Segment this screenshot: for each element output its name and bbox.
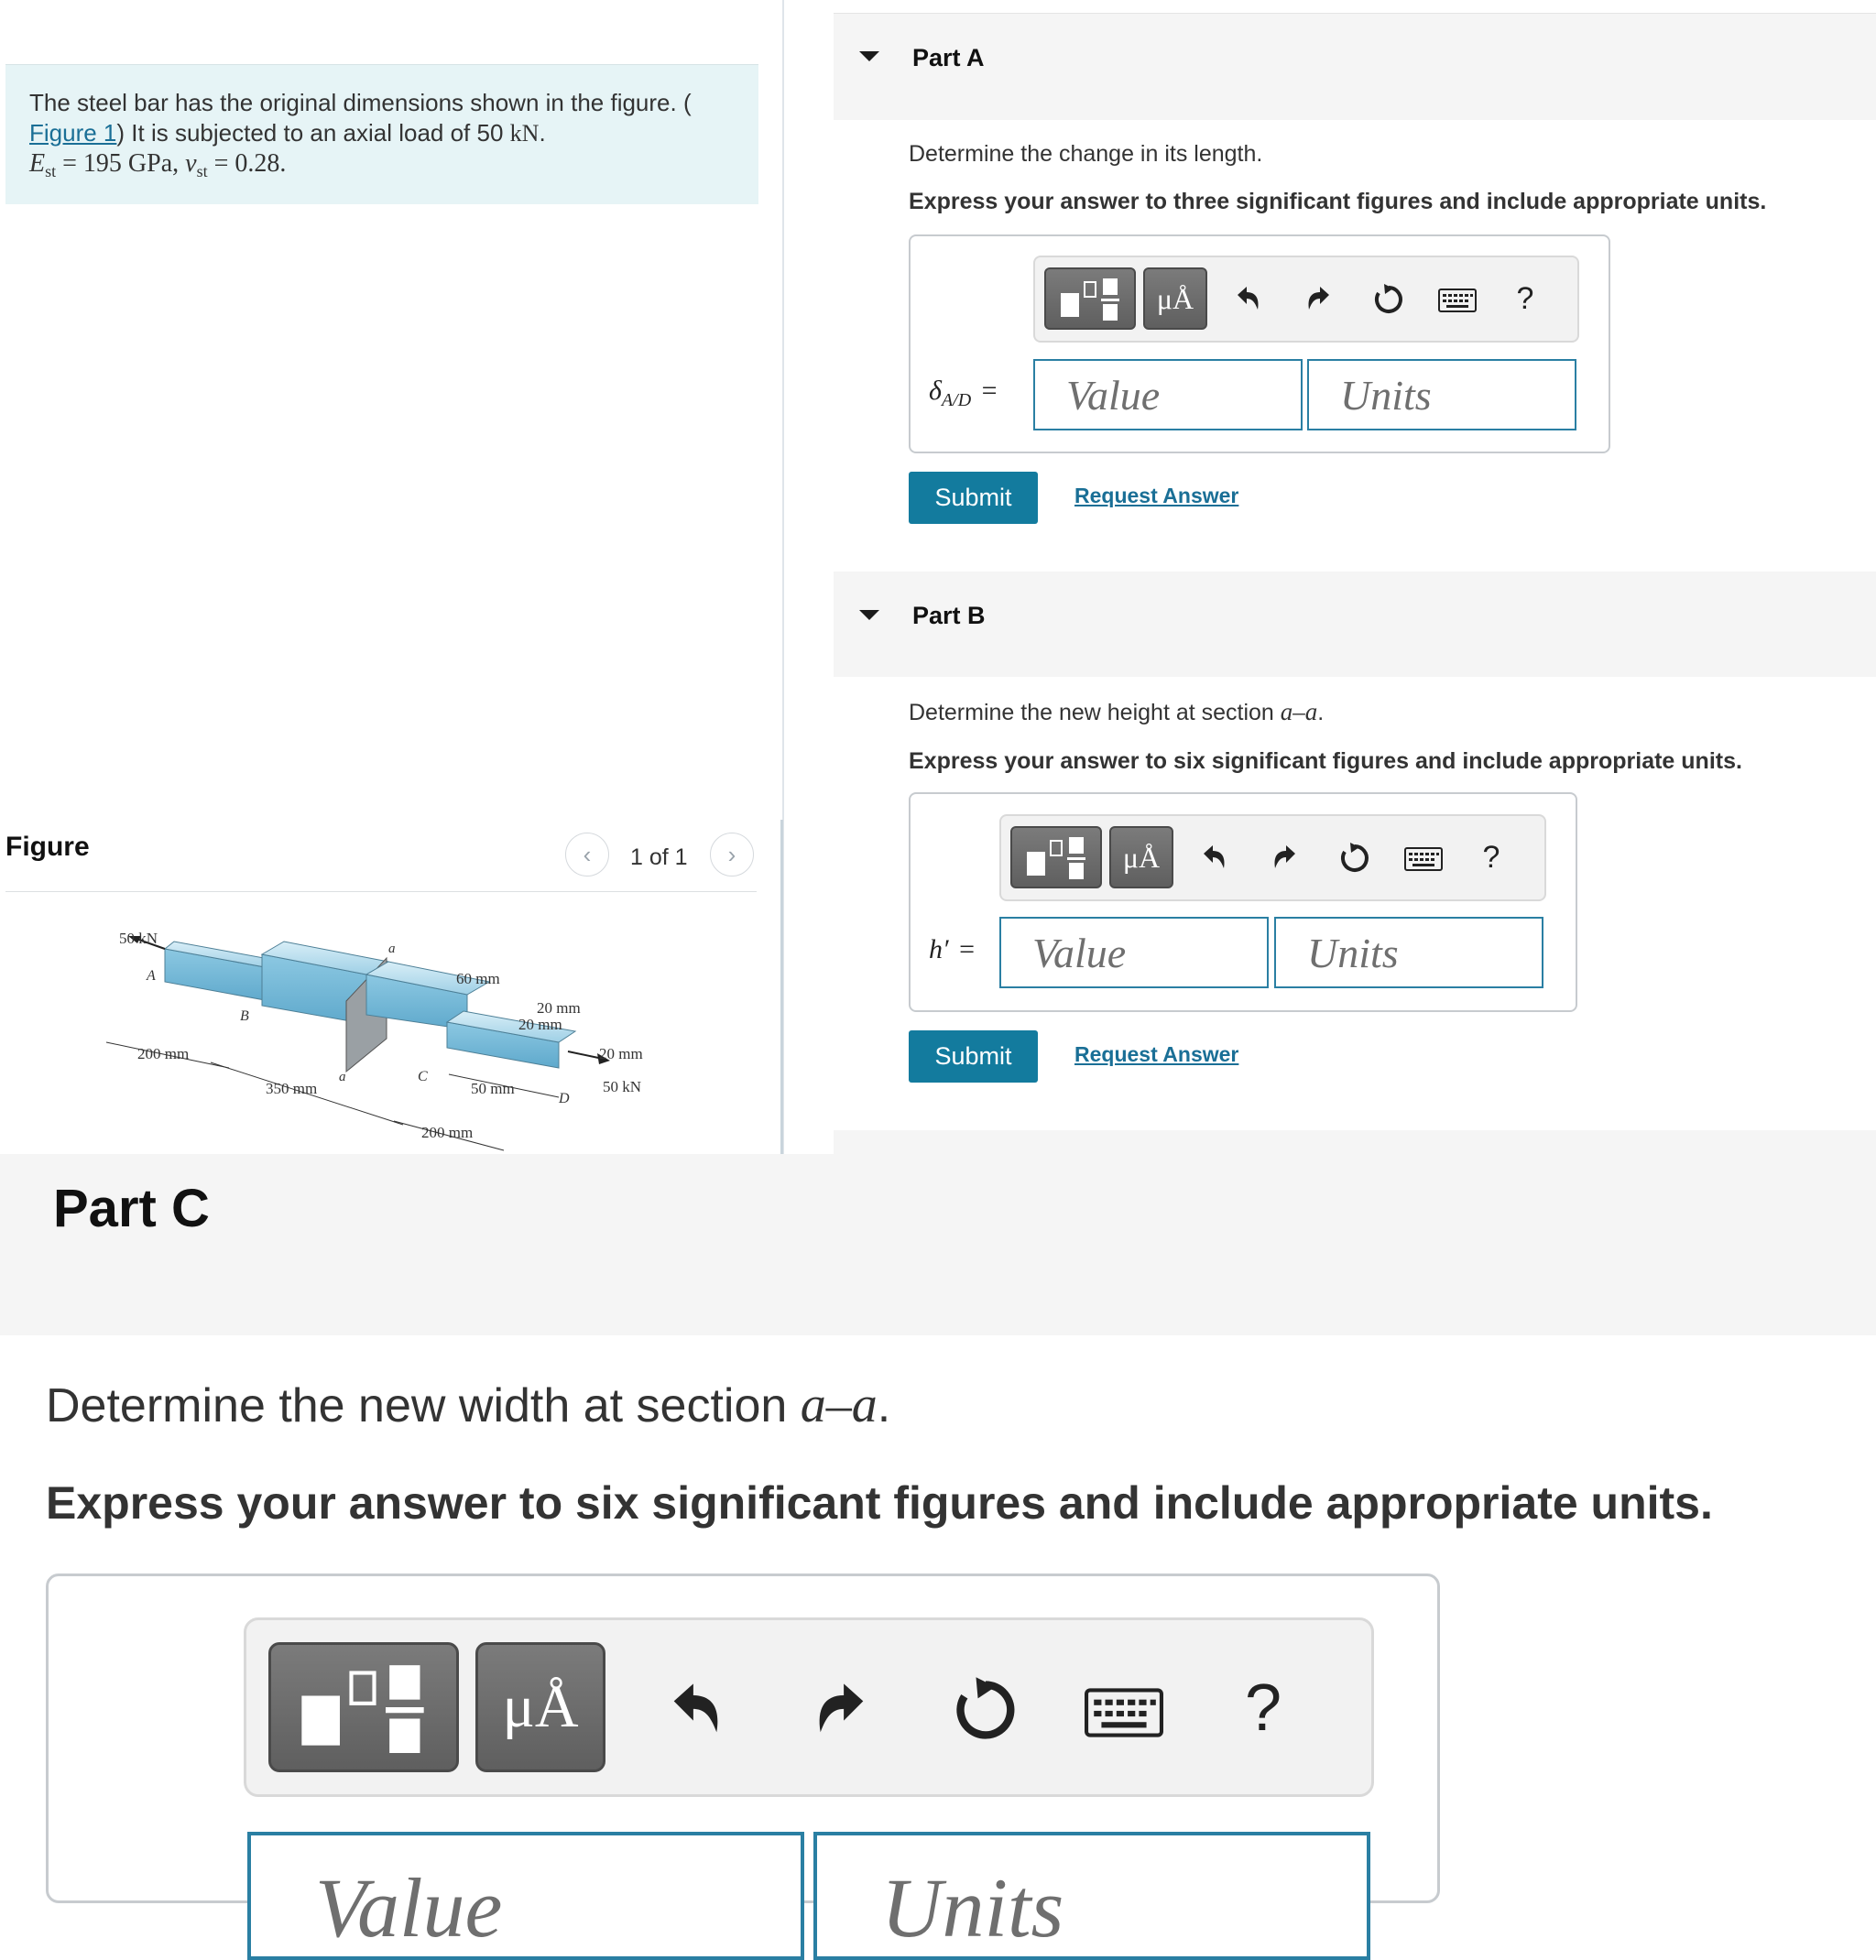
label-dim-350: 350 mm xyxy=(266,1080,318,1097)
undo-button[interactable] xyxy=(1192,833,1236,884)
steel-bar-figure xyxy=(101,914,687,1154)
undo-button[interactable] xyxy=(1226,274,1270,325)
part-b-units-input[interactable]: Units xyxy=(1274,917,1543,988)
undo-icon xyxy=(1198,843,1229,874)
modulus-symbol: E xyxy=(29,149,46,178)
part-b-request-answer-link[interactable]: Request Answer xyxy=(1074,1042,1239,1066)
figure-next-button[interactable] xyxy=(710,833,754,877)
part-b-question-text: Determine the new height at section xyxy=(909,700,1281,725)
units-button[interactable] xyxy=(475,1642,605,1772)
label-dim-200b: 200 mm xyxy=(421,1124,474,1141)
units-icon: μÅ xyxy=(1122,840,1161,874)
redo-button[interactable] xyxy=(1297,274,1341,325)
part-b-value-input[interactable]: Value xyxy=(999,917,1269,988)
figure-prev-button[interactable] xyxy=(565,833,609,877)
part-c-instruction: Express your answer to six significant figures and include appropriate units. xyxy=(46,1477,1713,1529)
label-dim-20b: 20 mm xyxy=(518,1016,562,1033)
collapse-caret-icon[interactable] xyxy=(859,51,879,61)
redo-button[interactable] xyxy=(1263,833,1307,884)
reset-icon xyxy=(1337,841,1372,876)
keyboard-button[interactable] xyxy=(1434,278,1480,323)
help-icon: ? xyxy=(1482,839,1500,875)
chevron-right-icon: › xyxy=(727,840,736,868)
label-point-d: D xyxy=(559,1091,570,1106)
keyboard-button[interactable] xyxy=(1076,1671,1172,1754)
templates-button[interactable] xyxy=(1044,267,1136,330)
templates-icon xyxy=(1046,269,1134,328)
part-a-value-input[interactable]: Value xyxy=(1033,359,1303,430)
part-a-header[interactable] xyxy=(834,13,1876,120)
reset-icon xyxy=(949,1673,1022,1747)
poisson-value: = 0.28. xyxy=(207,149,287,178)
redo-icon xyxy=(1303,284,1335,315)
templates-button[interactable] xyxy=(268,1642,459,1772)
problem-statement xyxy=(29,88,744,187)
help-button[interactable] xyxy=(1468,829,1514,886)
part-c-toolbar xyxy=(244,1617,1374,1797)
part-c-value-input[interactable]: Value xyxy=(247,1832,804,1960)
part-b-header[interactable] xyxy=(834,572,1876,677)
label-dim-60: 60 mm xyxy=(456,970,500,987)
problem-text-3: . xyxy=(539,119,546,147)
templates-icon xyxy=(271,1645,454,1769)
chevron-left-icon: ‹ xyxy=(583,840,592,868)
label-point-a: A xyxy=(147,968,156,984)
reset-button[interactable] xyxy=(935,1657,1036,1763)
collapse-caret-icon[interactable] xyxy=(859,610,879,620)
figure-divider xyxy=(5,891,757,892)
part-a-title: Part A xyxy=(912,44,985,71)
units-button[interactable] xyxy=(1143,267,1207,330)
label-dim-20a: 20 mm xyxy=(537,999,581,1017)
part-b-toolbar xyxy=(999,814,1546,901)
part-a-units-input[interactable]: Units xyxy=(1307,359,1576,430)
problem-text-1: The steel bar has the original dimensions shown in the figure. ( xyxy=(29,89,692,116)
keyboard-icon xyxy=(1404,847,1443,871)
reset-button[interactable] xyxy=(1331,833,1379,884)
equals-sign: = xyxy=(981,376,998,406)
help-icon: ? xyxy=(1244,1671,1282,1745)
templates-button[interactable] xyxy=(1010,826,1102,888)
delta-sub: A/D xyxy=(941,390,972,410)
delta-symbol: δ xyxy=(929,376,942,406)
part-c-section-var: a–a xyxy=(800,1377,878,1433)
label-section-a-top: a xyxy=(388,942,396,956)
redo-icon xyxy=(1270,843,1301,874)
load-unit: kN xyxy=(509,120,540,147)
part-c-value-clip xyxy=(247,1832,804,1955)
undo-icon xyxy=(1232,284,1263,315)
part-a-submit-button[interactable]: Submit xyxy=(909,472,1038,524)
help-button[interactable] xyxy=(1217,1653,1309,1763)
keyboard-button[interactable] xyxy=(1401,836,1446,882)
redo-icon xyxy=(809,1678,875,1744)
label-dim-20c: 20 mm xyxy=(599,1045,643,1062)
part-c-band-top xyxy=(834,1130,1876,1154)
part-b-question xyxy=(909,698,1324,726)
reset-icon xyxy=(1371,282,1406,317)
part-a-request-answer-link[interactable]: Request Answer xyxy=(1074,484,1239,507)
label-section-a-bottom: a xyxy=(339,1070,346,1084)
label-point-b: B xyxy=(240,1008,249,1024)
label-load-right: 50 kN xyxy=(603,1078,642,1095)
modulus-sub: st xyxy=(45,162,57,181)
part-a-toolbar xyxy=(1033,256,1579,343)
part-b-instruction: Express your answer to six significant figures and include appropriate units. xyxy=(909,748,1742,774)
templates-icon xyxy=(1012,828,1100,887)
part-c-units-input[interactable]: Units xyxy=(813,1832,1370,1960)
panel-resize-handle[interactable] xyxy=(780,820,783,1154)
part-c-question-end: . xyxy=(877,1379,891,1432)
part-c-units-clip xyxy=(813,1832,1370,1955)
undo-button[interactable] xyxy=(649,1661,741,1761)
part-c-question-text: Determine the new width at section xyxy=(46,1379,801,1432)
units-button[interactable] xyxy=(1109,826,1173,888)
part-b-title: Part B xyxy=(912,602,986,629)
part-b-question-end: . xyxy=(1317,700,1325,725)
equals-sign: = xyxy=(959,934,975,964)
problem-text-2: ) It is subjected to an axial load of 50 xyxy=(116,119,510,147)
part-a-symbol xyxy=(929,376,998,411)
part-b-submit-button[interactable]: Submit xyxy=(909,1030,1038,1083)
units-icon: μÅ xyxy=(1156,281,1194,315)
units-icon: μÅ xyxy=(502,1673,579,1740)
part-b-symbol xyxy=(929,934,975,965)
keyboard-icon xyxy=(1438,289,1477,312)
undo-icon xyxy=(662,1678,728,1744)
part-a-question: Determine the change in its length. xyxy=(909,141,1263,167)
figure-page-counter: 1 of 1 xyxy=(630,844,688,870)
part-c-title: Part C xyxy=(53,1179,210,1238)
figure-link[interactable]: Figure 1 xyxy=(29,119,117,147)
redo-button[interactable] xyxy=(796,1661,888,1761)
help-button[interactable] xyxy=(1502,270,1548,327)
label-dim-50: 50 mm xyxy=(471,1080,515,1097)
modulus-value: = 195 GPa, xyxy=(56,149,186,178)
part-b-section-var: a–a xyxy=(1280,698,1318,725)
keyboard-icon xyxy=(1085,1688,1163,1737)
label-point-c: C xyxy=(418,1069,428,1084)
label-load-left: 50 kN xyxy=(119,930,158,947)
part-c-header[interactable] xyxy=(0,1154,1876,1335)
poisson-sub: st xyxy=(196,162,208,181)
h-prime-symbol: h′ xyxy=(929,934,949,964)
poisson-symbol: ν xyxy=(185,149,197,178)
part-a-instruction: Express your answer to three significant figures and include appropriate units. xyxy=(909,189,1767,214)
label-dim-200a: 200 mm xyxy=(137,1045,190,1062)
part-c-question xyxy=(46,1376,890,1434)
reset-button[interactable] xyxy=(1365,274,1412,325)
help-icon: ? xyxy=(1516,280,1534,316)
figure-heading: Figure xyxy=(5,832,90,862)
